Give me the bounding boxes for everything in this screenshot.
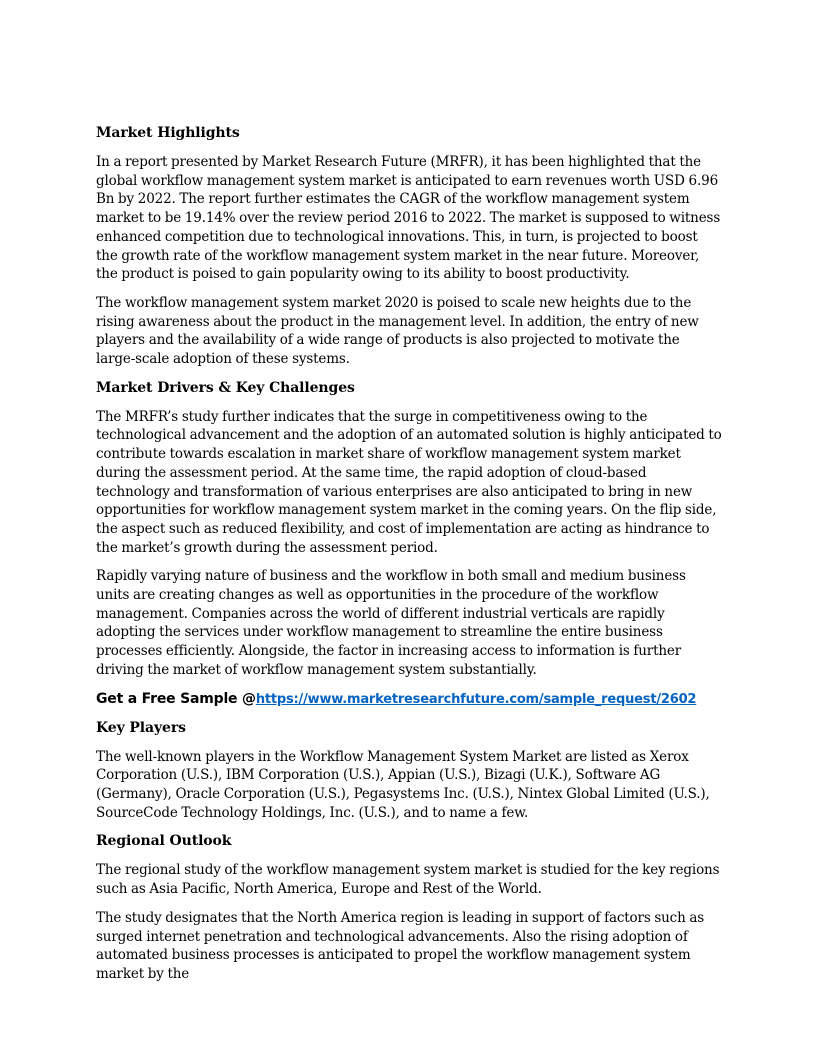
heading-regional-outlook: Regional Outlook: [96, 833, 232, 850]
paragraph-key-players: The well-known players in the Workflow Management System Market are listed as Xerox Corporation (U.S.), IBM Corporation (U.S.), Appian (U.S.), Bizagi (U.K.), Software AG (Germany), Oracle Corporation (U.S.), Pegasystems Inc. (U.S.), Nintex Global Limited (U.S.), SourceCode Technology Holdings, Inc. (U.S.), and to name a few.: [96, 748, 710, 821]
paragraph-market-drivers-2: Rapidly varying nature of business and the workflow in both small and medium business units are creating changes as well as opportunities in the procedure of the workflow management. Companies across the world of different industrial verticals are rapidly adopting the services under workflow management to streamline the entire business processes efficiently. Alongside, the factor in increasing access to information is further driving the market of workflow management system substantially.: [96, 568, 686, 678]
heading-market-highlights: Market Highlights: [96, 125, 240, 141]
paragraph-market-highlights-2: The workflow management system market 2020 is poised to scale new heights due to the rising awareness about the product in the management level. In addition, the entry of new players and the availability of a wide range of products is also projected to motivate the large-scale adoption of these systems.: [96, 294, 699, 368]
sample-request-link[interactable]: https://www.marketresearchfuture.com/sample_request/2602: [255, 691, 697, 707]
document-page: [96, 124, 722, 994]
free-sample-line: [96, 690, 722, 709]
heading-market-drivers: Market Drivers & Key Challenges: [96, 379, 355, 396]
paragraph-regional-outlook-2: The study designates that the North America region is leading in support of factors such as surged internet penetration and technological advancements. Also the rising adoption of automated business processes is anticipated to propel the workflow management system market by the: [96, 909, 705, 982]
heading-key-players: Key Players: [96, 719, 186, 736]
paragraph-market-drivers-1: The MRFR’s study further indicates that the surge in competitiveness owing to the technological advancement and the adoption of an automated solution is highly anticipated to contribute towards escalation in market share of workflow management system market during the assessment period. At the same time, the rapid adoption of cloud-based technology and transformation of various enterprises are also anticipated to bring in new opportunities for workflow management system market in the coming years. On the flip side, the aspect such as reduced flexibility, and cost of implementation are acting as hindrance to the market’s growth during the assessment period.: [96, 408, 722, 556]
paragraph-market-highlights-1: In a report presented by Market Research Future (MRFR), it has been highlighted that the global workflow management system market is anticipated to earn revenues worth USD 6.96 Bn by 2022. The report further estimates the CAGR of the workflow management system market to be 19.14% over the review period 2016 to 2022. The market is supposed to witness enhanced competition due to technological innovations. This, in turn, is projected to boost the growth rate of the workflow management system market in the near future. Moreover, the product is poised to gain popularity owing to its ability to boost productivity.: [96, 154, 721, 283]
paragraph-regional-outlook-1: The regional study of the workflow management system market is studied for the key regions such as Asia Pacific, North America, Europe and Rest of the World.: [96, 862, 720, 898]
free-sample-label: Get a Free Sample @: [96, 690, 256, 707]
